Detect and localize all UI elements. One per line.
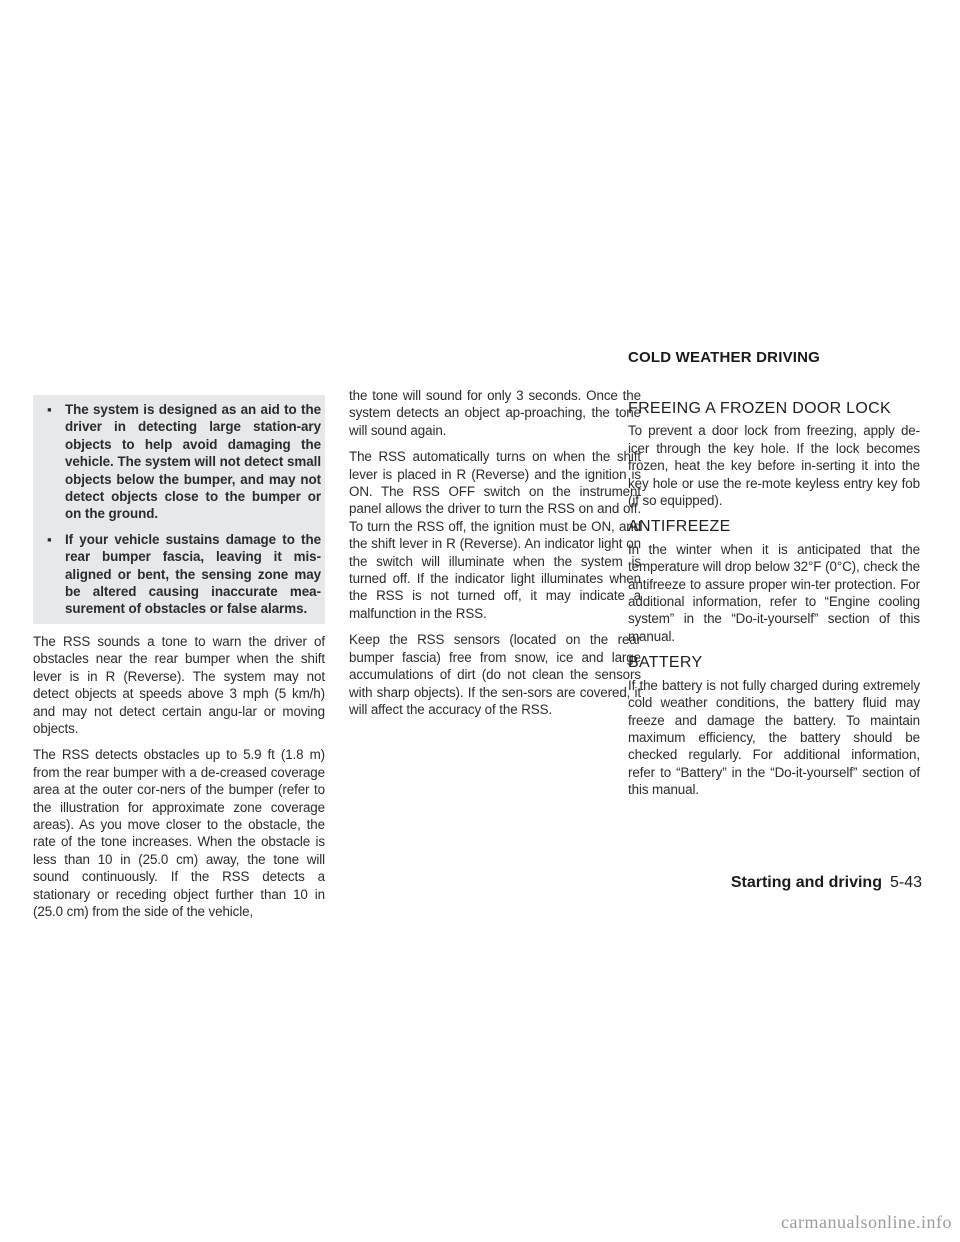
- caution-item-text: The system is designed as an aid to the driver in detecting large station-ary objects to help avoid damaging the vehicle. The system will not detect small objects below the bumper, and may not detect objects close to the bumper or on the ground.: [65, 402, 321, 522]
- bullet-icon: ▪: [47, 531, 52, 547]
- body-paragraph: The RSS detects obstacles up to 5.9 ft (1.8 m) from the rear bumper with a de-creased coverage area at the outer cor-ners of the bumper (refer to the illustration for approximate zone coverage areas). As you move closer to the obstacle, the rate of the tone increases. When the obstacle is less than 10 in (25.0 cm) away, the tone will sound continuously. If the RSS detects a stationary or receding object further than 10 in (25.0 cm) from the side of the vehicle,: [33, 747, 325, 919]
- body-paragraph: To prevent a door lock from freezing, apply de-icer through the key hole. If the lock becomes frozen, heat the key before in-serting it into the key hole or use the re-mote keyless entry key fob (if so equipped).: [628, 423, 920, 509]
- subsection-heading-battery: BATTERY: [628, 654, 703, 672]
- caution-list: [43, 401, 321, 618]
- body-paragraph: Keep the RSS sensors (located on the rear bumper fascia) free from snow, ice and large accumulations of dirt (do not clean the sensors with sharp objects). If the sen-sors are covered, it will affect the accuracy of the RSS.: [349, 632, 641, 717]
- watermark: carmanualsonline.info: [0, 1202, 960, 1242]
- column-middle: [349, 387, 641, 727]
- body-paragraph: If the battery is not fully charged during extremely cold weather conditions, the battery fluid may freeze and damage the battery. To maintain maximum efficiency, the battery should be checked regularly. For additional information, refer to “Battery” in the “Do-it-yourself” section of this manual.: [628, 677, 920, 798]
- body-paragraph: The RSS sounds a tone to warn the driver of obstacles near the rear bumper when the shift lever is in R (Reverse). The system may not detect objects at speeds above 3 mph (5 km/h) and may not detect certain angu-lar or moving objects.: [33, 633, 325, 736]
- body-paragraph: the tone will sound for only 3 seconds. Once the system detects an object ap-proaching, the tone will sound again.: [349, 388, 641, 438]
- footer-chapter: Starting and driving: [730, 874, 882, 891]
- caution-item: [43, 401, 321, 523]
- bullet-icon: ▪: [47, 402, 52, 417]
- footer-page-number: 5-43: [889, 874, 922, 891]
- body-paragraph: In the winter when it is anticipated that the temperature will drop below 32°F (0°C), check the antifreeze to assure proper win-ter protection. For additional information, refer to “Engine cooling system” in the “Do-it-yourself” section of this manual.: [628, 541, 920, 644]
- caution-item: [43, 531, 321, 618]
- column-right: [628, 400, 920, 808]
- caution-box: [33, 395, 325, 624]
- section-heading: COLD WEATHER DRIVING: [628, 349, 821, 366]
- subsection-heading-door-lock: FREEING A FROZEN DOOR LOCK: [628, 400, 891, 417]
- caution-item-text: If your vehicle sustains damage to the rear bumper fascia, leaving it mis-aligned or bent, the sensing zone may be altered causing inaccurate mea-surement of obstacles or false alarms.: [65, 531, 321, 617]
- column-left: [33, 395, 325, 929]
- body-paragraph: The RSS automatically turns on when the shift lever is placed in R (Reverse) and the ignition is ON. The RSS OFF switch on the instrument panel allows the driver to turn the RSS on and off. To turn the RSS off, the ignition must be ON, and the shift lever in R (Reverse). An indicator light on the switch will illuminate when the system is turned off. If the indicator light illuminates when the RSS is not turned off, it may indicate a malfunction in the RSS.: [349, 449, 641, 621]
- subsection-heading-antifreeze: ANTIFREEZE: [628, 518, 731, 536]
- page-footer: [731, 874, 922, 892]
